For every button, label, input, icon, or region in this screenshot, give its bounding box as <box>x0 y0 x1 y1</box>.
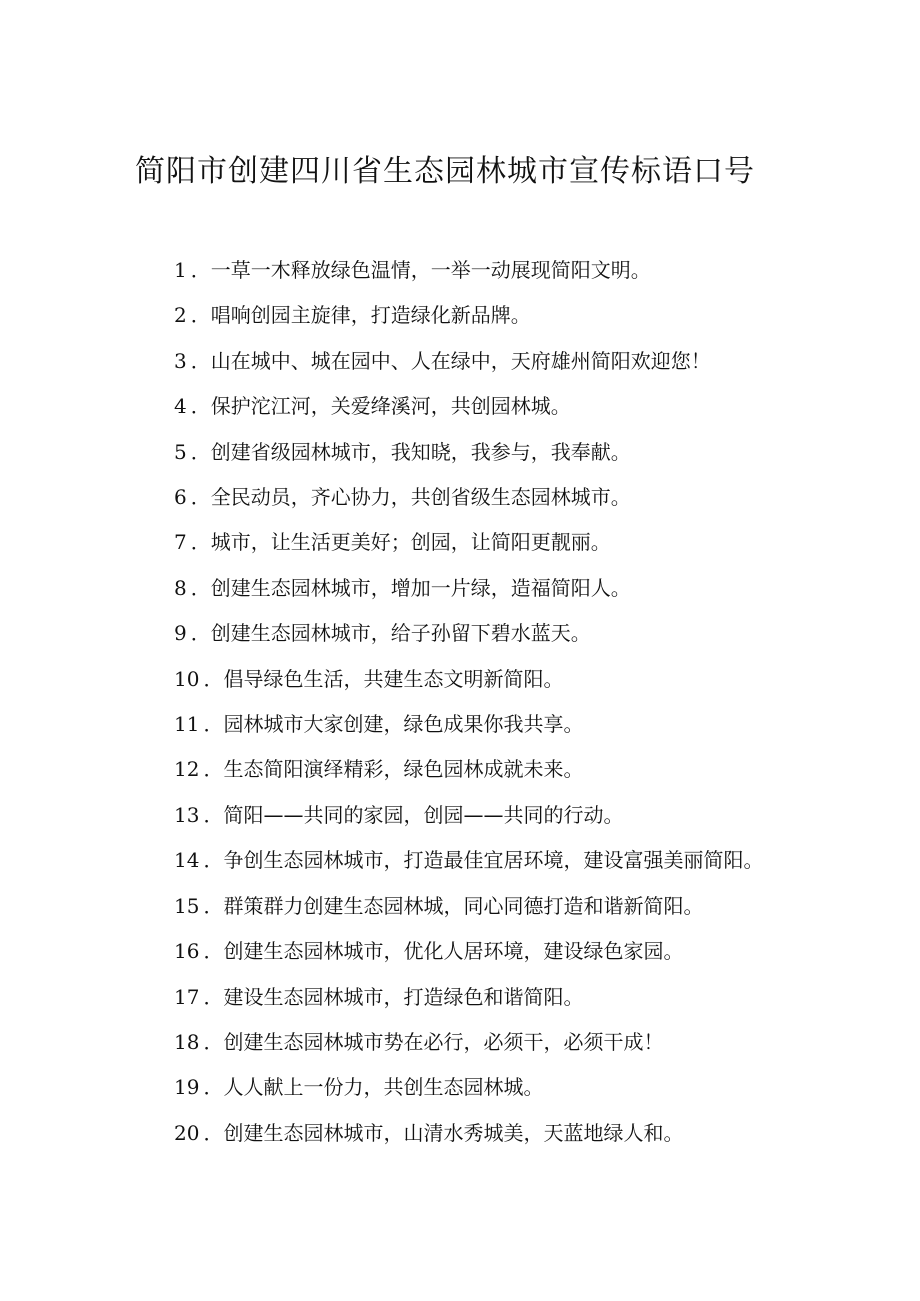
slogan-text: ．唱响创园主旋律，打造绿化新品牌。 <box>190 303 531 328</box>
slogan-number: 11 <box>174 712 200 737</box>
slogan-text: ．保护沱江河，关爱绛溪河，共创园林城。 <box>190 394 571 419</box>
slogan-number: 7 <box>174 530 187 555</box>
slogan-number: 5 <box>174 439 187 464</box>
slogan-text: ．创建生态园林城市，增加一片绿，造福简阳人。 <box>190 575 631 600</box>
slogan-number: 3 <box>174 348 187 373</box>
slogan-text: ．创建生态园林城市势在必行，必须干，必须干成！ <box>203 1029 664 1054</box>
slogan-item <box>120 929 820 974</box>
slogan-item <box>120 248 820 293</box>
slogan-text: ．建设生态园林城市，打造绿色和谐简阳。 <box>203 984 584 1009</box>
slogan-text: ．人人献上一份力，共创生态园林城。 <box>203 1075 544 1100</box>
slogan-number: 16 <box>174 939 200 964</box>
slogan-number: 2 <box>174 303 187 328</box>
slogan-item <box>120 884 820 929</box>
slogan-number: 12 <box>174 757 200 782</box>
slogan-item <box>120 702 820 747</box>
slogan-number: 4 <box>174 394 187 419</box>
slogan-number: 18 <box>174 1029 200 1054</box>
slogan-number: 15 <box>174 893 200 918</box>
slogan-item <box>120 1111 820 1156</box>
slogan-text: ．创建生态园林城市，山清水秀城美，天蓝地绿人和。 <box>203 1120 684 1145</box>
slogan-number: 19 <box>174 1075 200 1100</box>
slogan-text: ．全民动员，齐心协力，共创省级生态园林城市。 <box>190 485 631 510</box>
slogan-item <box>120 838 820 883</box>
slogan-number: 6 <box>174 485 187 510</box>
slogan-text: ．创建省级园林城市，我知晓，我参与，我奉献。 <box>190 439 631 464</box>
slogan-text: ．一草一木释放绿色温情，一举一动展现简阳文明。 <box>190 258 651 282</box>
slogan-list <box>120 248 820 1156</box>
slogan-item <box>120 293 820 338</box>
slogan-item <box>120 475 820 520</box>
slogan-text: ．创建生态园林城市，优化人居环境，建设绿色家园。 <box>203 939 684 964</box>
slogan-number: 8 <box>174 575 187 600</box>
slogan-text: ．城市，让生活更美好；创园，让简阳更靓丽。 <box>190 530 611 555</box>
slogan-number: 10 <box>174 666 200 691</box>
slogan-number: 17 <box>174 984 200 1009</box>
slogan-item <box>120 520 820 565</box>
slogan-item <box>120 1020 820 1065</box>
slogan-item <box>120 611 820 656</box>
slogan-item <box>120 384 820 429</box>
slogan-text: ．创建生态园林城市，给子孙留下碧水蓝天。 <box>190 621 591 646</box>
slogan-item <box>120 339 820 384</box>
slogan-text: ．山在城中、城在园中、人在绿中，天府雄州简阳欢迎您！ <box>190 348 711 373</box>
slogan-item <box>120 657 820 702</box>
slogan-item <box>120 430 820 475</box>
slogan-text: ．生态简阳演绎精彩，绿色园林成就未来。 <box>203 757 584 782</box>
slogan-item <box>120 975 820 1020</box>
slogan-number: 20 <box>174 1120 200 1145</box>
slogan-text: ．群策群力创建生态园林城，同心同德打造和谐新简阳。 <box>203 893 704 918</box>
slogan-text: ．倡导绿色生活，共建生态文明新简阳。 <box>203 666 564 691</box>
slogan-item <box>120 747 820 792</box>
slogan-number: 14 <box>174 848 200 873</box>
slogan-item <box>120 793 820 838</box>
slogan-text: ．园林城市大家创建，绿色成果你我共享。 <box>203 712 584 737</box>
slogan-text: ．简阳——共同的家园，创园——共同的行动。 <box>203 802 624 827</box>
slogan-item <box>120 1065 820 1110</box>
slogan-number: 9 <box>174 621 187 646</box>
slogan-item <box>120 566 820 611</box>
slogan-number: 13 <box>174 802 200 827</box>
document-title: 简阳市创建四川省生态园林城市宣传标语口号 <box>135 154 755 189</box>
slogan-text: ．争创生态园林城市，打造最佳宜居环境，建设富强美丽简阳。 <box>203 848 764 873</box>
slogan-number: 1 <box>174 258 187 282</box>
